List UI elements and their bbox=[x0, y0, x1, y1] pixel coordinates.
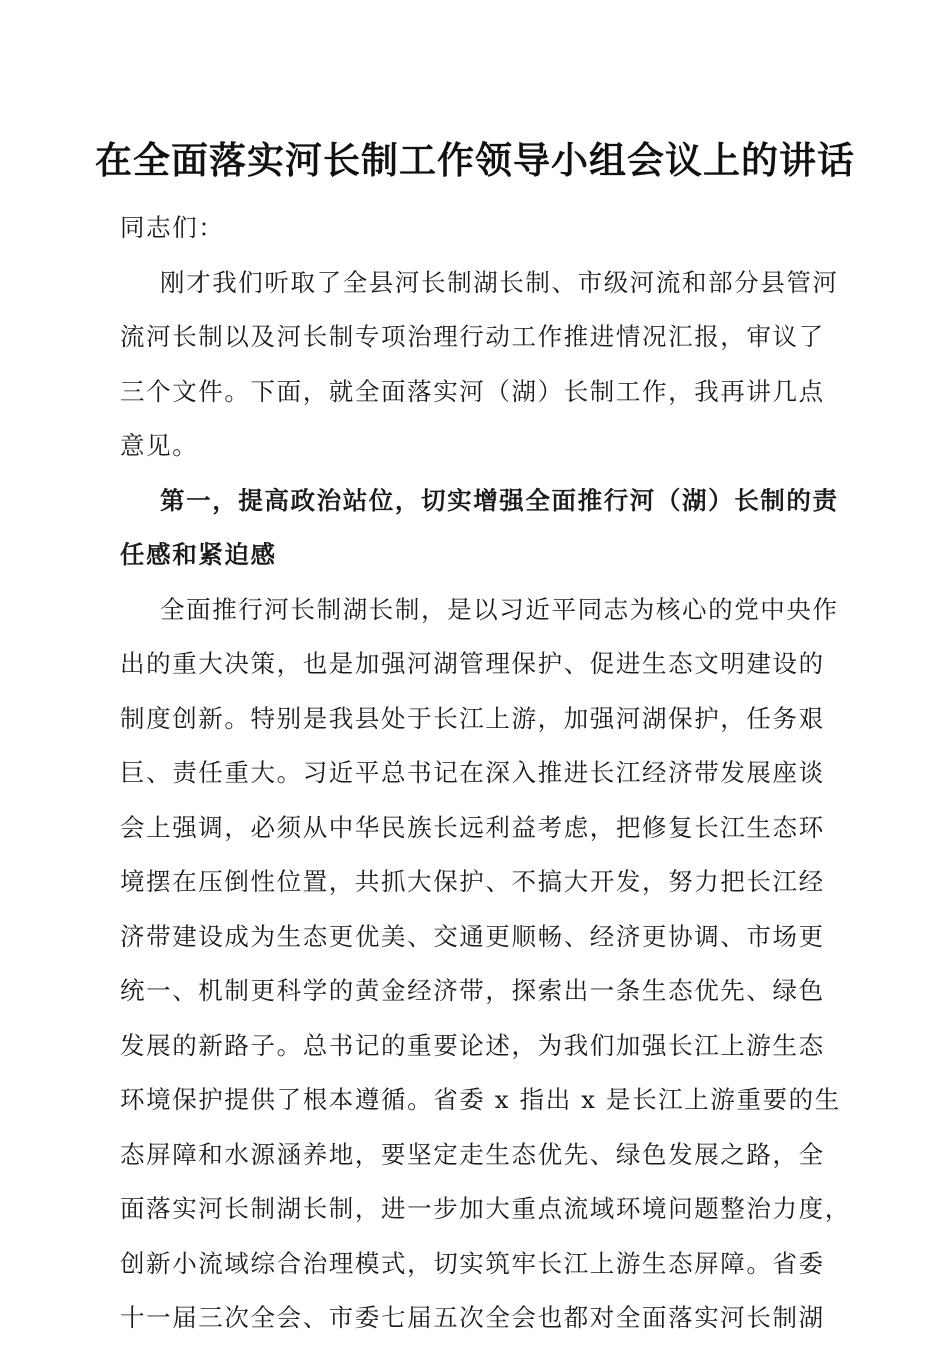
paragraph-line: 境摆在压倒性位置，共抓大保护、不搞大开发，努力把长江经 bbox=[120, 867, 825, 896]
paragraph-line: 态屏障和水源涵养地，要坚定走生态优先、绿色发展之路，全 bbox=[120, 1139, 825, 1169]
paragraph-line: 十一届三次全会、市委七届五次全会也都对全面落实河长制湖 bbox=[120, 1303, 825, 1332]
paragraph-line: 制度创新。特别是我县处于长江上游，加强河湖保护，任务艰 bbox=[120, 703, 825, 733]
paragraph-line: 创新小流域综合治理模式，切实筑牢长江上游生态屏障。省委 bbox=[120, 1248, 825, 1278]
paragraph-line: 全面推行河长制湖长制，是以习近平同志为核心的党中央作 bbox=[160, 594, 839, 624]
document-title: 在全面落实河长制工作领导小组会议上的讲话 bbox=[95, 138, 855, 182]
paragraph-line: 发展的新路子。总书记的重要论述，为我们加强长江上游生态 bbox=[120, 1030, 825, 1060]
paragraph-line: 巨、责任重大。习近平总书记在深入推进长江经济带发展座谈 bbox=[120, 758, 825, 787]
paragraph-line: 环境保护提供了根本遵循。省委 x 指出 x 是长江上游重要的生 bbox=[120, 1085, 841, 1114]
paragraph-line: 面落实河长制湖长制，进一步加大重点流域环境问题整治力度， bbox=[120, 1194, 851, 1223]
paragraph-line: 刚才我们听取了全县河长制湖长制、市级河流和部分县管河 bbox=[160, 267, 839, 297]
paragraph-line: 意见。 bbox=[120, 431, 199, 460]
document-body bbox=[120, 201, 851, 1346]
paragraph-line: 济带建设成为生态更优美、交通更顺畅、经济更协调、市场更 bbox=[120, 921, 825, 951]
paragraph-line: 流河长制以及河长制专项治理行动工作推进情况汇报，审议了 bbox=[120, 322, 825, 351]
paragraph-line: 会上强调，必须从中华民族长远利益考虑，把修复长江生态环 bbox=[120, 812, 825, 842]
section-heading-line: 任感和紧迫感 bbox=[120, 540, 277, 569]
paragraph-line: 三个文件。下面，就全面落实河（湖）长制工作，我再讲几点 bbox=[120, 376, 825, 406]
paragraph-line: 统一、机制更科学的黄金经济带，探索出一条生态优先、绿色 bbox=[120, 976, 825, 1005]
paragraph-line: 同志们： bbox=[120, 213, 225, 242]
paragraph-line: 出的重大决策，也是加强河湖管理保护、促进生态文明建设的 bbox=[120, 649, 825, 678]
section-heading-line: 第一，提高政治站位，切实增强全面推行河（湖）长制的责 bbox=[160, 485, 839, 515]
